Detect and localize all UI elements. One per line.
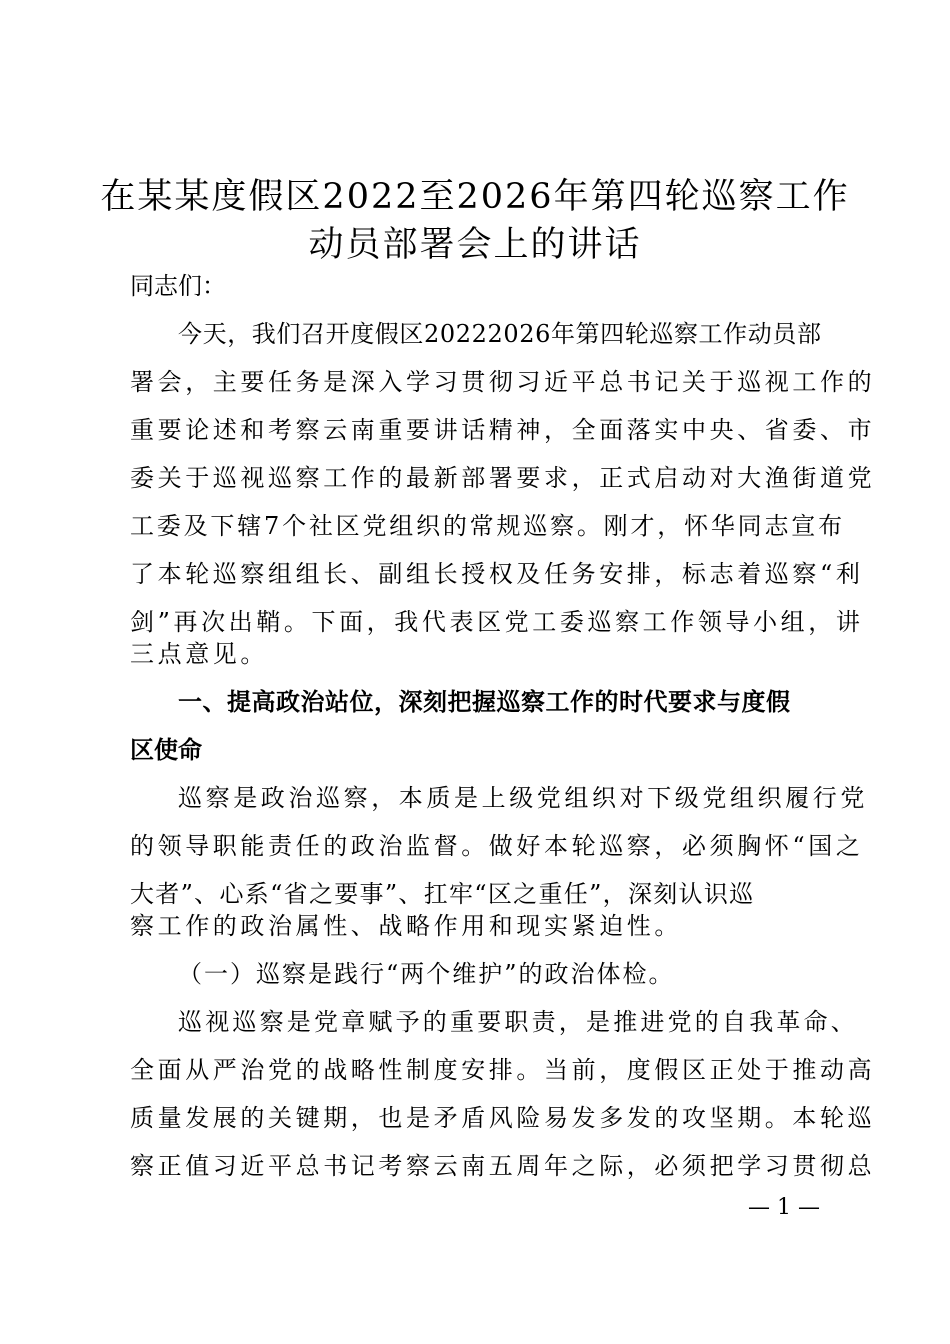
- section-1-heading-line-1: 一、提高政治站位，深刻把握巡察工作的时代要求与度假: [178, 688, 791, 716]
- intro-line-1: 今天，我们召开度假区20222026年第四轮巡察工作动员部: [178, 320, 822, 348]
- subsection-1-line-2: 全面从严治党的战略性制度安排。当前，度假区正处于推动高: [130, 1056, 876, 1084]
- document-title-line-2: 动员部署会上的讲话: [308, 225, 642, 265]
- intro-line-7: 剑”再次出鞘。下面，我代表区党工委巡察工作领导小组，讲: [130, 608, 864, 636]
- section-1-line-1: 巡察是政治巡察，本质是上级党组织对下级党组织履行党: [178, 784, 868, 812]
- salutation: 同志们：: [130, 272, 226, 300]
- section-1-line-2: 的领导职能责任的政治监督。做好本轮巡察，必须胸怀“国之: [130, 832, 864, 860]
- section-1-heading-line-2: 区使命: [130, 736, 202, 764]
- intro-line-8: 三点意见。: [130, 640, 268, 668]
- intro-line-3: 重要论述和考察云南重要讲话精神，全面落实中央、省委、市: [130, 416, 876, 444]
- page-number: — 1 —: [748, 1195, 820, 1220]
- subsection-1-line-3: 质量发展的关键期，也是矛盾风险易发多发的攻坚期。本轮巡: [130, 1104, 876, 1132]
- intro-line-2: 署会，主要任务是深入学习贯彻习近平总书记关于巡视工作的: [130, 368, 876, 396]
- subsection-1-line-4: 察正值习近平总书记考察云南五周年之际，必须把学习贯彻总: [130, 1152, 876, 1180]
- subsection-1-line-1: 巡视巡察是党章赋予的重要职责，是推进党的自我革命、: [178, 1008, 858, 1036]
- intro-line-5: 工委及下辖7个社区党组织的常规巡察。刚才，怀华同志宣布: [130, 512, 845, 540]
- section-1-line-4: 察工作的政治属性、战略作用和现实紧迫性。: [130, 912, 682, 940]
- intro-line-4: 委关于巡视巡察工作的最新部署要求，正式启动对大渔街道党: [130, 464, 876, 492]
- document-title-line-1: 在某某度假区2022至2026年第四轮巡察工作: [100, 177, 850, 217]
- intro-line-6: 了本轮巡察组组长、副组长授权及任务安排，标志着巡察“利: [130, 560, 864, 588]
- section-1-line-3: 大者”、心系“省之要事”、扛牢“区之重任”，深刻认识巡: [130, 880, 755, 908]
- subsection-1-heading: （一）巡察是践行“两个维护”的政治体检。: [178, 960, 675, 988]
